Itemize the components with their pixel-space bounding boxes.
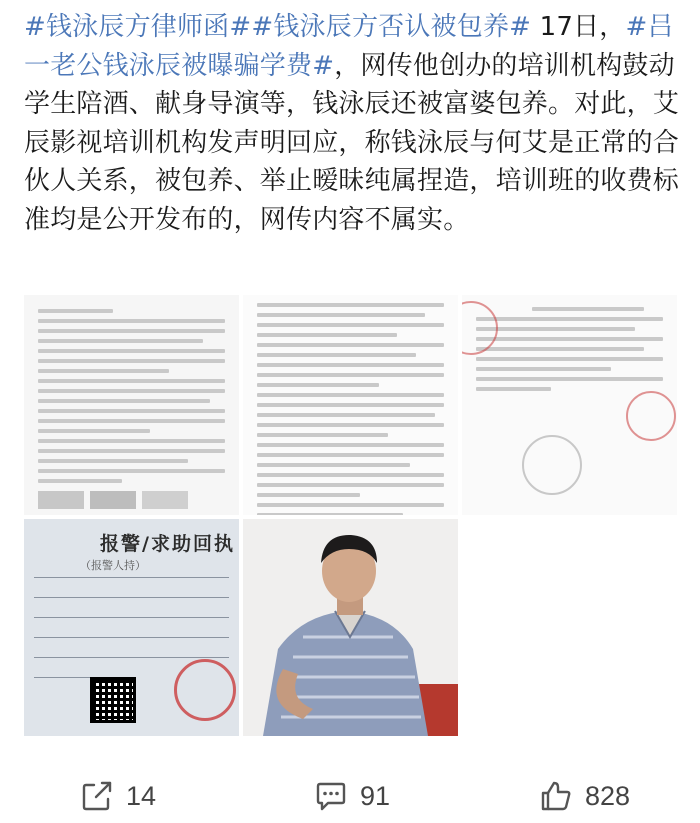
police-red-seal — [174, 659, 236, 721]
receipt-divider — [34, 577, 229, 578]
post-action-bar — [0, 770, 700, 822]
image-portrait-photo[interactable] — [243, 519, 458, 736]
hashtag-lawyer-letter[interactable]: #钱泳辰方律师函# — [24, 12, 252, 42]
like-button[interactable] — [539, 770, 630, 822]
like-count: 828 — [585, 780, 631, 811]
doc-thumbnail — [38, 491, 84, 509]
qr-code — [90, 677, 136, 723]
receipt-subtitle: （报警人持） — [80, 559, 146, 572]
portrait-illustration — [243, 519, 458, 736]
receipt-divider — [34, 657, 229, 658]
thumbs-up-icon — [539, 779, 573, 813]
receipt-divider — [34, 617, 229, 618]
doc-thumbnail — [142, 491, 188, 509]
comment-count: 91 — [360, 780, 391, 811]
document-text-lines — [257, 303, 444, 515]
document-text-lines — [38, 309, 225, 489]
image-statement-doc-1[interactable] — [24, 295, 239, 515]
comment-button[interactable] — [314, 770, 390, 822]
image-statement-doc-2[interactable] — [243, 295, 458, 515]
share-count: 14 — [126, 780, 157, 811]
hashtag-tuition[interactable]: #吕一老公钱泳辰被曝骗学费# — [24, 12, 674, 81]
receipt-divider — [34, 597, 229, 598]
watermark-seal — [522, 435, 582, 495]
receipt-divider — [34, 637, 229, 638]
image-police-receipt[interactable] — [24, 519, 239, 736]
receipt-title: 报警/求助回执 — [100, 533, 235, 555]
image-statement-doc-3[interactable] — [462, 295, 677, 515]
hashtag-denial[interactable]: #钱泳辰方否认被包养# — [251, 12, 532, 42]
post-text — [24, 8, 680, 239]
doc-thumbnail — [90, 491, 136, 509]
post-text-part2: ，网传他创办的培训机构鼓动学生陪酒、献身导演等，钱泳辰还被富婆包养。对此，艾辰影视培训机构发声明回应，称钱泳辰与何艾是正常的合伙人关系，被包养、举止暧昧纯属捏造，培训班的收费标准均是公开发布的，网传内容不属实。 — [24, 50, 680, 235]
document-text-lines — [476, 307, 663, 397]
post-text-part1: 17日， — [531, 12, 626, 42]
share-icon — [80, 779, 114, 813]
receipt-divider — [34, 677, 94, 678]
red-seal-stamp — [626, 391, 676, 441]
comment-icon — [314, 779, 348, 813]
share-button[interactable] — [80, 770, 156, 822]
